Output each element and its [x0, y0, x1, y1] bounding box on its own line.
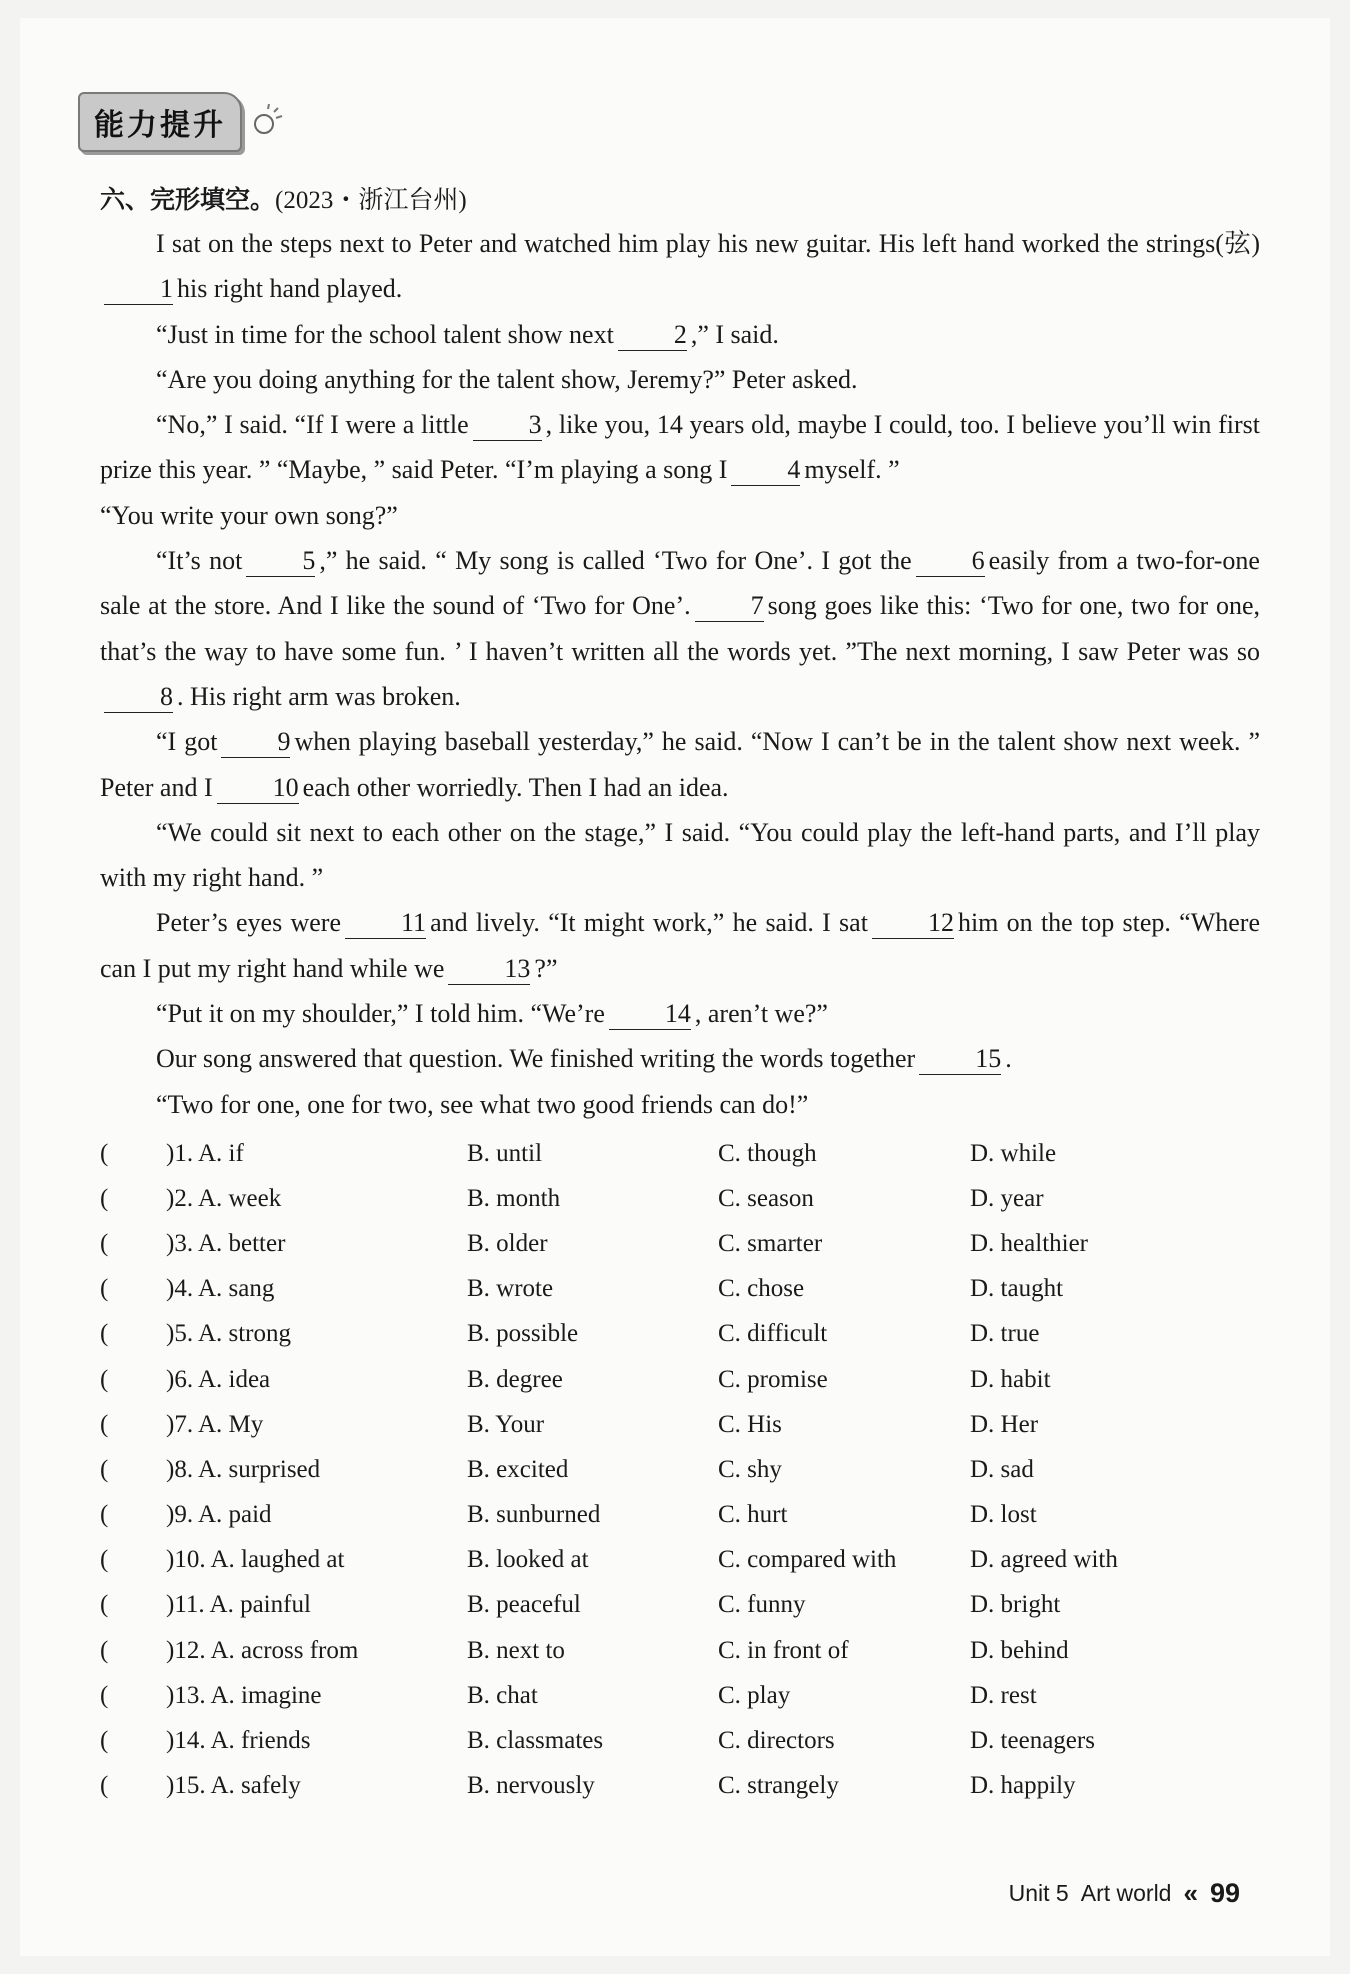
text: “I got	[156, 727, 218, 757]
answer-paren[interactable]: (	[100, 1275, 109, 1303]
option-c: C. play	[718, 1681, 791, 1709]
option-d: D. while	[970, 1139, 1057, 1167]
option-c: C. hurt	[718, 1501, 788, 1529]
option-a: )2. A. week	[166, 1184, 282, 1212]
answer-paren[interactable]: (	[100, 1139, 109, 1167]
option-c: C. strangely	[718, 1772, 839, 1800]
blank: 10	[217, 773, 299, 804]
blank: 9	[221, 727, 290, 758]
option-d: D. happily	[970, 1772, 1076, 1800]
answer-paren[interactable]: (	[100, 1546, 109, 1574]
text: song goes like this: ‘Two for one, two for one, that’s the way to have some fun. ’ I haven’t written all the words yet. ”The next morning, I saw Peter was so	[100, 591, 1260, 666]
option-b: B. chat	[467, 1681, 538, 1709]
option-d: D. rest	[970, 1681, 1037, 1709]
text: “Are you doing anything for the talent show, Jeremy?” Peter asked.	[156, 364, 858, 394]
section-badge	[78, 93, 284, 151]
text: I sat on the steps next to Peter and watched him play his new guitar. His left hand worked the strings(弦)	[156, 229, 1260, 258]
answer-paren[interactable]: (	[100, 1184, 109, 1212]
option-a: )3. A. better	[166, 1229, 286, 1257]
option-a: )1. A. if	[166, 1139, 244, 1167]
answer-paren[interactable]: (	[100, 1365, 109, 1393]
option-b: B. peaceful	[467, 1591, 581, 1619]
option-c: C. chose	[718, 1275, 805, 1303]
paragraph	[100, 221, 1260, 312]
option-d: D. bright	[970, 1591, 1061, 1619]
cloze-passage	[100, 221, 1260, 1127]
option-a: )4. A. sang	[166, 1275, 275, 1303]
blank: 3	[473, 410, 542, 441]
option-b: B. until	[467, 1139, 543, 1167]
option-c: C. funny	[718, 1591, 806, 1619]
option-d: D. agreed with	[970, 1546, 1118, 1574]
option-d: D. lost	[970, 1501, 1037, 1529]
paragraph	[100, 1082, 1260, 1127]
option-b: B. possible	[467, 1320, 579, 1348]
option-d: D. true	[970, 1320, 1040, 1348]
paragraph	[100, 357, 1260, 402]
option-c: C. promise	[718, 1365, 828, 1393]
answer-paren[interactable]: (	[100, 1455, 109, 1483]
blank: 8	[104, 682, 173, 713]
text: when playing baseball yesterday,” he said. “Now I can’t be in the talent show next week. ” Peter and I	[100, 727, 1260, 802]
option-row	[100, 1538, 1280, 1583]
paragraph	[100, 1036, 1260, 1081]
blank: 14	[609, 999, 691, 1030]
option-b: B. Your	[467, 1410, 545, 1438]
option-b: B. sunburned	[467, 1501, 601, 1529]
paragraph	[100, 810, 1260, 901]
option-a: )6. A. idea	[166, 1365, 271, 1393]
option-d: D. behind	[970, 1636, 1069, 1664]
option-row	[100, 1583, 1280, 1628]
option-row	[100, 1312, 1280, 1357]
text: “Put it on my shoulder,” I told him. “We’re	[156, 999, 605, 1029]
blank: 2	[618, 320, 687, 351]
option-b: B. wrote	[467, 1275, 554, 1303]
option-row	[100, 1131, 1280, 1176]
option-a: )12. A. across from	[166, 1636, 359, 1664]
option-d: D. teenagers	[970, 1727, 1095, 1755]
option-row	[100, 1221, 1280, 1266]
option-row	[100, 1493, 1280, 1538]
text: “No,” I said. “If I were a little	[156, 410, 469, 440]
section-source: (2023・浙江台州)	[275, 187, 467, 214]
option-row	[100, 1718, 1280, 1763]
option-row	[100, 1673, 1280, 1718]
option-c: C. though	[718, 1139, 817, 1167]
text: him on the top step. “Where can I put my right hand while we	[100, 908, 1260, 983]
text: Peter’s eyes were	[156, 908, 342, 938]
blank: 12	[872, 908, 954, 939]
option-c: C. season	[718, 1184, 814, 1212]
answer-options	[100, 1131, 1280, 1809]
badge-label: 能力提升	[78, 92, 242, 152]
blank: 5	[246, 546, 315, 577]
text: “Just in time for the school talent show next	[156, 319, 614, 349]
option-a: )5. A. strong	[166, 1320, 291, 1348]
blank: 11	[345, 908, 426, 939]
option-b: B. nervously	[467, 1772, 595, 1800]
option-b: B. degree	[467, 1365, 563, 1393]
answer-paren[interactable]: (	[100, 1681, 109, 1709]
option-row	[100, 1628, 1280, 1673]
option-b: B. classmates	[467, 1727, 604, 1755]
footer-topic: Art world	[1080, 1880, 1172, 1906]
text: . His right arm was broken.	[177, 681, 461, 711]
text: his right hand played.	[177, 274, 403, 304]
option-row	[100, 1764, 1280, 1809]
blank: 15	[919, 1044, 1001, 1075]
paragraph	[100, 402, 1260, 493]
paragraph	[100, 538, 1260, 719]
text: “We could sit next to each other on the stage,” I said. “You could play the left-hand parts, and I’ll play with my right hand. ”	[100, 817, 1260, 893]
section-heading: 六、完形填空。	[100, 185, 276, 214]
option-d: D. healthier	[970, 1229, 1089, 1257]
option-a: )9. A. paid	[166, 1501, 272, 1529]
option-c: C. His	[718, 1410, 782, 1438]
text: each other worriedly. Then I had an idea.	[302, 772, 729, 802]
text: ,” I said.	[690, 319, 779, 349]
option-c: C. difficult	[718, 1320, 828, 1348]
option-a: )14. A. friends	[166, 1727, 311, 1755]
option-b: B. excited	[467, 1455, 569, 1483]
text: Our song answered that question. We finished writing the words together	[156, 1044, 916, 1074]
option-c: C. compared with	[718, 1546, 897, 1574]
chevron-left-icon: «	[1183, 1878, 1198, 1908]
option-c: C. smarter	[718, 1229, 823, 1257]
paragraph	[100, 312, 1260, 357]
option-b: B. next to	[467, 1636, 565, 1664]
text: .	[1005, 1044, 1012, 1074]
answer-paren[interactable]: (	[100, 1229, 109, 1257]
paragraph	[100, 719, 1260, 810]
option-a: )7. A. My	[166, 1410, 264, 1438]
blank: 6	[916, 546, 985, 577]
blank: 13	[448, 954, 530, 985]
text: myself. ”	[804, 455, 900, 485]
paragraph	[100, 493, 1260, 538]
option-d: D. Her	[970, 1410, 1039, 1438]
page	[20, 18, 1330, 1956]
text: , aren’t we?”	[694, 999, 828, 1029]
text: “Two for one, one for two, see what two good friends can do!”	[156, 1089, 809, 1119]
option-d: D. year	[970, 1184, 1044, 1212]
answer-paren[interactable]: (	[100, 1727, 109, 1755]
option-b: B. looked at	[467, 1546, 589, 1574]
answer-paren[interactable]: (	[100, 1591, 109, 1619]
text: “It’s not	[156, 546, 243, 576]
paragraph	[100, 991, 1260, 1036]
text: , like you, 14 years old, maybe I could, too. I believe you’ll win first prize this year. ” “Maybe, ” said Peter. “I’m playing a song I	[100, 410, 1260, 485]
footer-unit: Unit 5	[1008, 1880, 1069, 1906]
option-row	[100, 1447, 1280, 1492]
option-row	[100, 1402, 1280, 1447]
option-a: )8. A. surprised	[166, 1455, 321, 1483]
option-b: B. older	[467, 1229, 548, 1257]
answer-paren[interactable]: (	[100, 1501, 109, 1529]
option-row	[100, 1176, 1280, 1221]
option-row	[100, 1357, 1280, 1402]
option-a: )15. A. safely	[166, 1772, 301, 1800]
text: and lively. “It might work,” he said. I sat	[430, 908, 868, 938]
page-number: 99	[1209, 1878, 1240, 1908]
text: easily from a two-for-one sale at the store. And I like the sound of ‘Two for One’.	[100, 546, 1260, 621]
blank: 7	[695, 591, 764, 622]
blank: 4	[731, 455, 800, 486]
section-title	[100, 180, 467, 216]
option-a: )10. A. laughed at	[166, 1546, 345, 1574]
answer-paren[interactable]: (	[100, 1636, 109, 1664]
option-row	[100, 1267, 1280, 1312]
option-d: D. sad	[970, 1455, 1034, 1483]
option-d: D. habit	[970, 1365, 1051, 1393]
option-c: C. shy	[718, 1455, 782, 1483]
answer-paren[interactable]: (	[100, 1772, 109, 1800]
option-c: C. in front of	[718, 1636, 849, 1664]
blank: 1	[104, 274, 173, 305]
option-c: C. directors	[718, 1727, 835, 1755]
option-d: D. taught	[970, 1275, 1064, 1303]
option-a: )11. A. painful	[166, 1591, 311, 1619]
answer-paren[interactable]: (	[100, 1320, 109, 1348]
option-a: )13. A. imagine	[166, 1681, 322, 1709]
text: “You write your own song?”	[100, 500, 398, 530]
paragraph	[100, 900, 1260, 991]
answer-paren[interactable]: (	[100, 1410, 109, 1438]
text: ?”	[534, 953, 558, 983]
option-b: B. month	[467, 1184, 561, 1212]
text: ,” he said. “ My song is called ‘Two for One’. I got the	[319, 546, 912, 576]
lightbulb-icon	[248, 104, 284, 140]
page-footer	[1009, 1878, 1240, 1909]
